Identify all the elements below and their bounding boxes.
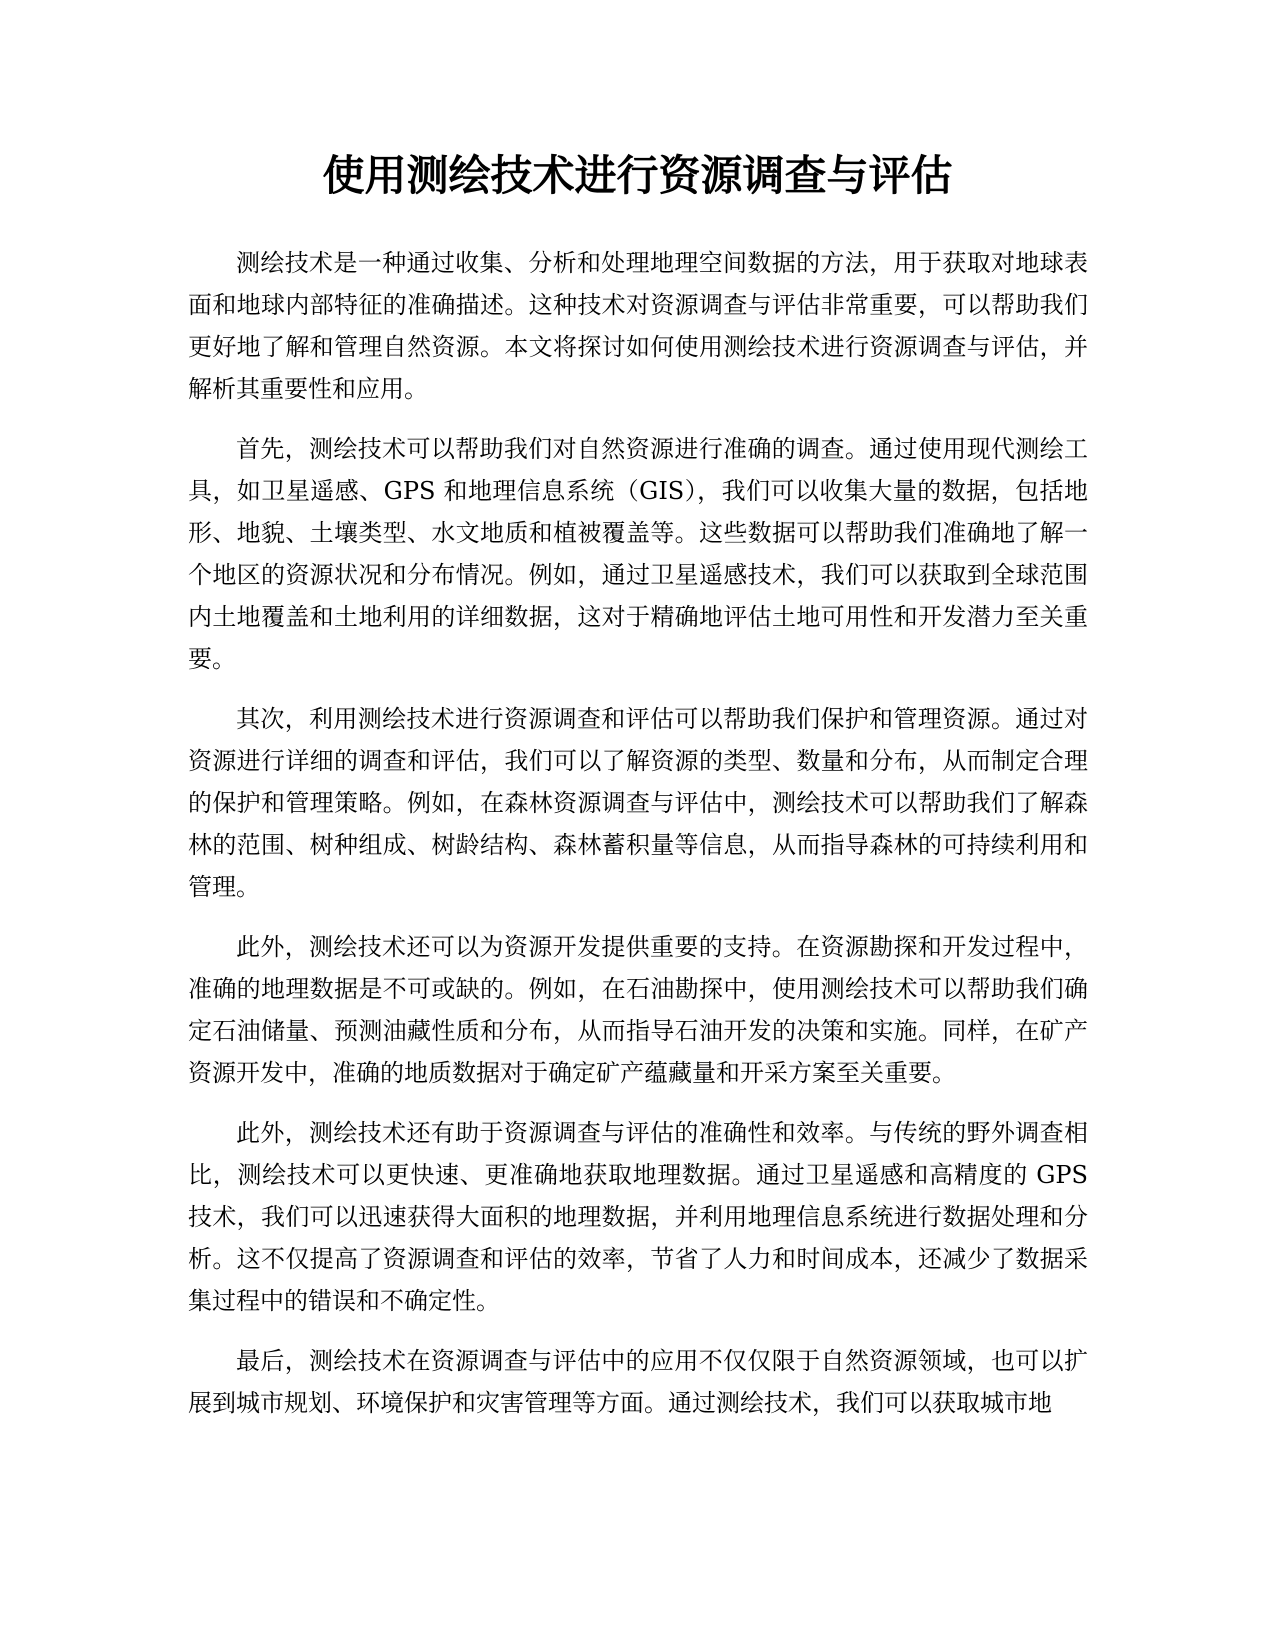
paragraph-3: 其次，利用测绘技术进行资源调查和评估可以帮助我们保护和管理资源。通过对资源进行详细的调查和评估，我们可以了解资源的类型、数量和分布，从而制定合理的保护和管理策略。例如，在森林资源调查与评估中，测绘技术可以帮助我们了解森林的范围、树种组成、树龄结构、森林蓄积量等信息，从而指导森林的可持续利用和管理。 <box>188 705 1088 901</box>
document-title: 使用测绘技术进行资源调查与评估 <box>322 151 953 200</box>
paragraph-2: 首先，测绘技术可以帮助我们对自然资源进行准确的调查。通过使用现代测绘工具，如卫星遥感、GPS 和地理信息系统（GIS），我们可以收集大量的数据，包括地形、地貌、土壤类型、水文地质和植被覆盖等。这些数据可以帮助我们准确地了解一个地区的资源状况和分布情况。例如，通过卫星遥感技术，我们可以获取到全球范围内土地覆盖和土地利用的详细数据，这对于精确地评估土地可用性和开发潜力至关重要。 <box>188 435 1088 673</box>
document-body <box>188 242 1088 1442</box>
paragraph-4: 此外，测绘技术还可以为资源开发提供重要的支持。在资源勘探和开发过程中，准确的地理数据是不可或缺的。例如，在石油勘探中，使用测绘技术可以帮助我们确定石油储量、预测油藏性质和分布，从而指导石油开发的决策和实施。同样，在矿产资源开发中，准确的地质数据对于确定矿产蕴藏量和开采方案至关重要。 <box>188 933 1088 1087</box>
paragraph-5: 此外，测绘技术还有助于资源调查与评估的准确性和效率。与传统的野外调查相比，测绘技术可以更快速、更准确地获取地理数据。通过卫星遥感和高精度的 GPS 技术，我们可以迅速获得大面积的地理数据，并利用地理信息系统进行数据处理和分析。这不仅提高了资源调查和评估的效率，节省了人力和时间成本，还减少了数据采集过程中的错误和不确定性。 <box>188 1119 1088 1315</box>
paragraph-6: 最后，测绘技术在资源调查与评估中的应用不仅仅限于自然资源领域，也可以扩展到城市规划、环境保护和灾害管理等方面。通过测绘技术，我们可以获取城市地 <box>188 1347 1088 1417</box>
paragraph-1: 测绘技术是一种通过收集、分析和处理地理空间数据的方法，用于获取对地球表面和地球内部特征的准确描述。这种技术对资源调查与评估非常重要，可以帮助我们更好地了解和管理自然资源。本文将探讨如何使用测绘技术进行资源调查与评估，并解析其重要性和应用。 <box>188 249 1088 403</box>
